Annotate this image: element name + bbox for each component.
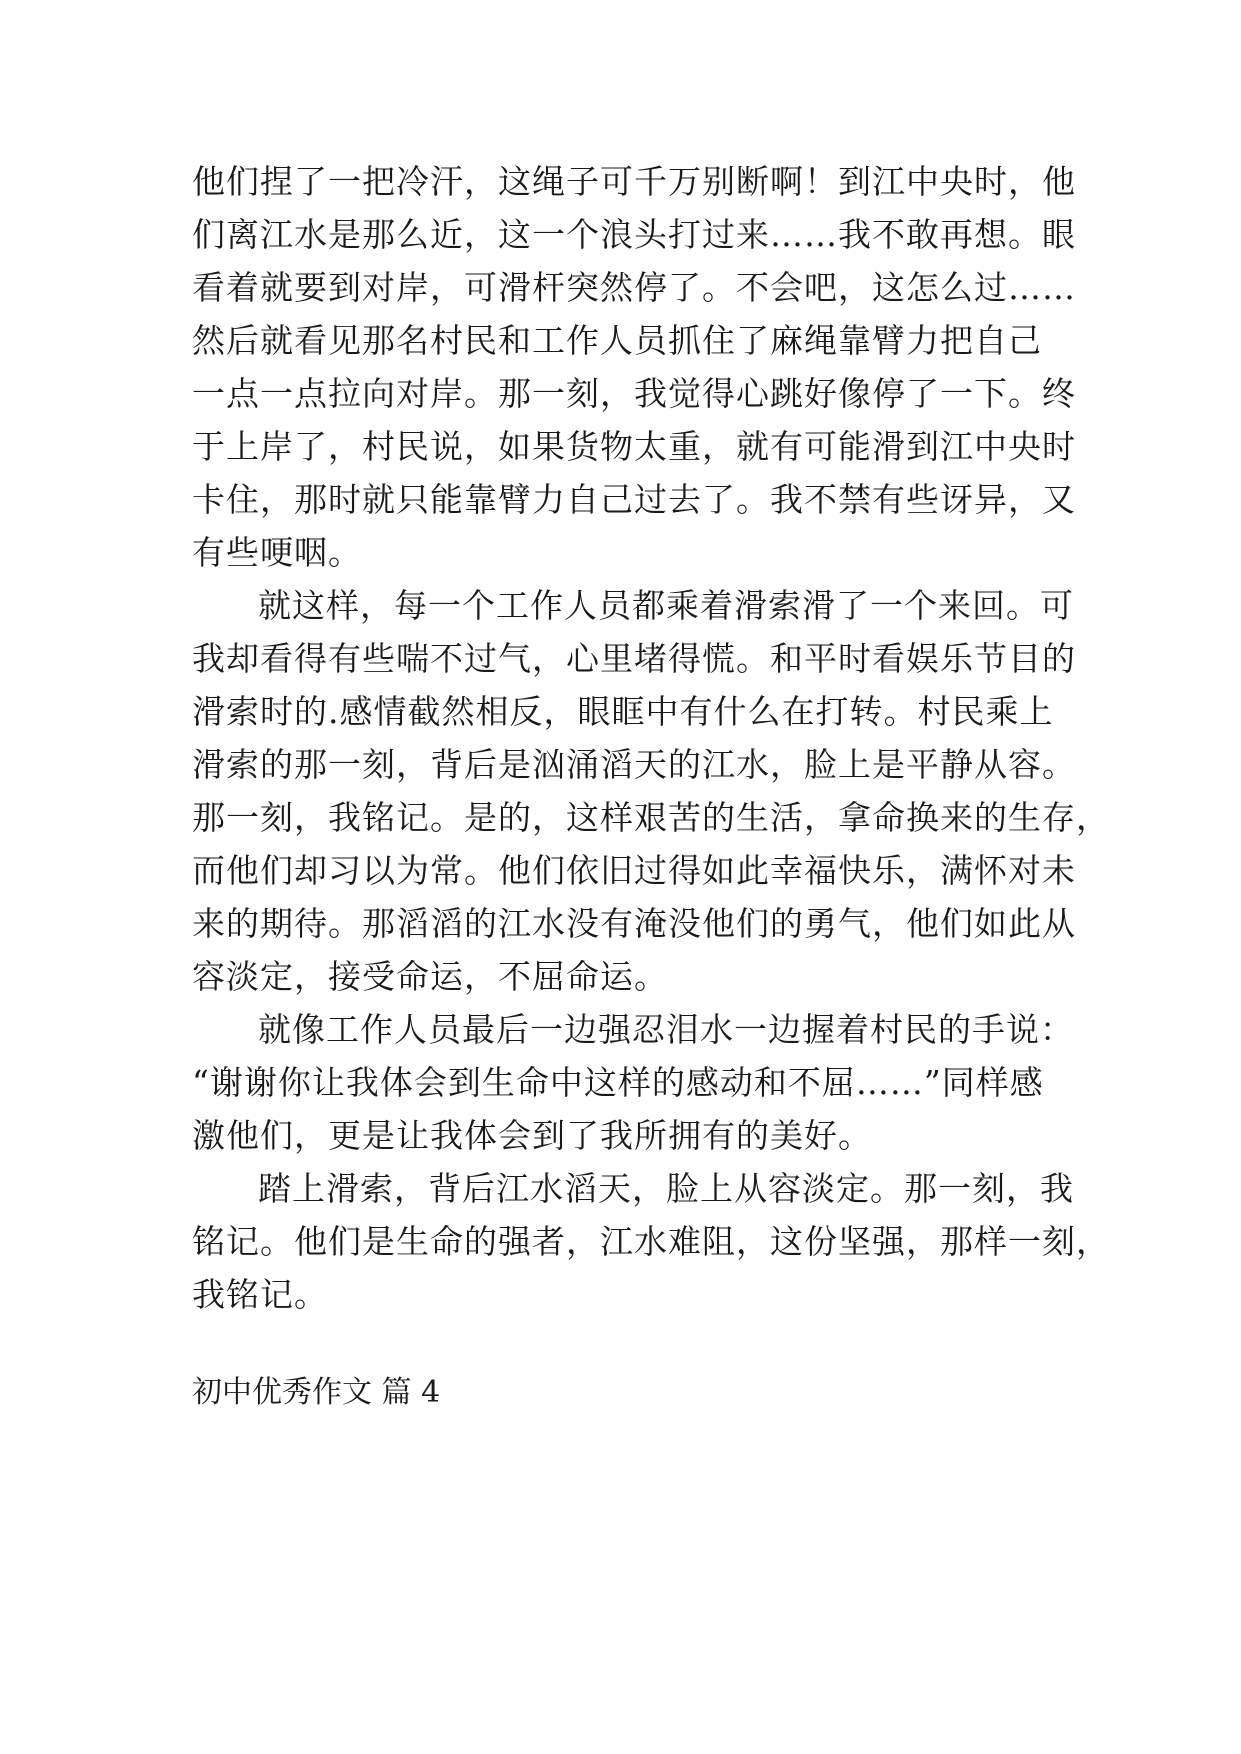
text-line: 来的期待。那滔滔的江水没有淹没他们的勇气，他们如此从	[192, 904, 1076, 943]
text-line: 一点一点拉向对岸。那一刻，我觉得心跳好像停了一下。终	[192, 374, 1076, 413]
text-line: 看着就要到对岸，可滑杆突然停了。不会吧，这怎么过……	[192, 268, 1076, 307]
text-line: 我铭记。	[192, 1275, 328, 1314]
paragraph-start-line: 踏上滑索，背后江水滔天，脸上从容淡定。那一刻，我	[258, 1169, 1074, 1208]
text-line: 们离江水是那么近，这一个浪头打过来……我不敢再想。眼	[192, 215, 1076, 254]
text-line: 有些哽咽。	[192, 533, 362, 572]
text-line: 那一刻，我铭记。是的，这样艰苦的生活，拿命换来的生存，	[192, 798, 1110, 837]
text-line: 而他们却习以为常。他们依旧过得如此幸福快乐，满怀对未	[192, 851, 1076, 890]
text-line: 激他们，更是让我体会到了我所拥有的美好。	[192, 1116, 872, 1155]
paragraph-start-line: 就这样，每一个工作人员都乘着滑索滑了一个来回。可	[258, 586, 1074, 625]
text-line: 容淡定，接受命运，不屈命运。	[192, 957, 668, 996]
text-line: 我却看得有些喘不过气，心里堵得慌。和平时看娱乐节目的	[192, 639, 1076, 678]
text-line: 然后就看见那名村民和工作人员抓住了麻绳靠臂力把自己	[192, 321, 1042, 360]
paragraph-start-line: 就像工作人员最后一边强忍泪水一边握着村民的手说：	[258, 1010, 1074, 1049]
text-line: 铭记。他们是生命的强者，江水难阻，这份坚强，那样一刻，	[192, 1222, 1110, 1261]
text-line: 于上岸了，村民说，如果货物太重，就有可能滑到江中央时	[192, 427, 1076, 466]
text-line: 滑索时的.感情截然相反，眼眶中有什么在打转。村民乘上	[192, 692, 1054, 731]
text-line: “谢谢你让我体会到生命中这样的感动和不屈……”同样感	[192, 1063, 1044, 1102]
text-line: 滑索的那一刻，背后是汹涌滔天的江水，脸上是平静从容。	[192, 745, 1076, 784]
section-heading: 初中优秀作文 篇 4	[192, 1375, 441, 1410]
text-line: 卡住，那时就只能靠臂力自己过去了。我不禁有些讶异，又	[192, 480, 1076, 519]
text-line: 他们捏了一把冷汗，这绳子可千万别断啊！到江中央时，他	[192, 162, 1076, 201]
